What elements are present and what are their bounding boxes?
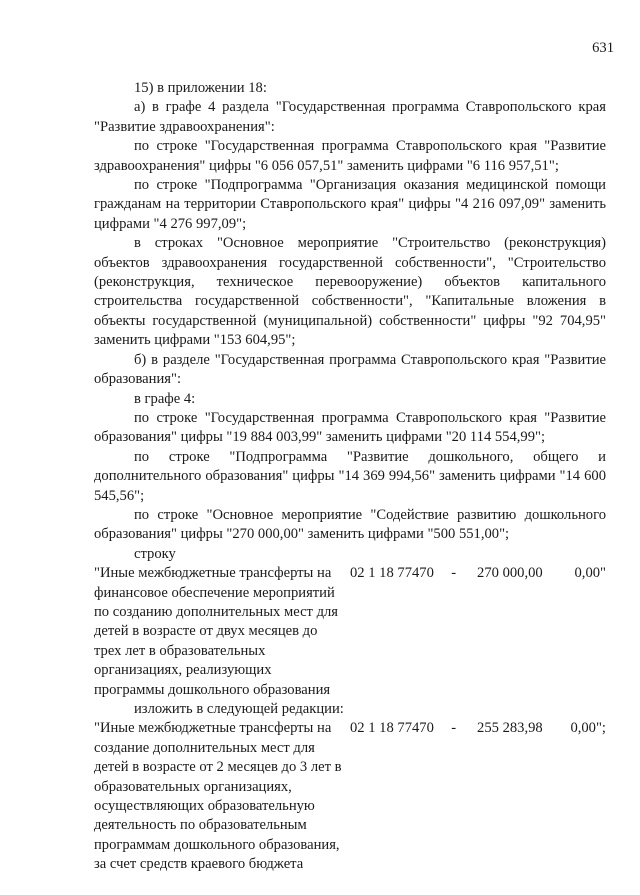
page-number: 631 [592, 40, 614, 56]
row-code: 02 1 18 77470 [349, 720, 434, 737]
paragraph: в графе 4: [134, 390, 196, 407]
paragraph: по строке "Государственная программа Ставропольского края "Развитие образования" цифры "19 884 003,99" заменить цифрами "20 114 554,99"; [94, 409, 606, 446]
table-row-new [94, 719, 606, 874]
row-description: "Иные межбюджетные трансферты на финансовое обеспечение мероприятий по созданию дополнительных мест для детей в возрасте от двух месяцев до трех лет в образовательных организациях, реализующих программы дошкольного образования [94, 565, 338, 698]
row-dash: - [451, 720, 457, 737]
paragraph: по строке "Основное мероприятие "Содействие развитию дошкольного образования" цифры "270 000,00" заменить цифрами "500 551,00"; [94, 506, 606, 543]
paragraph: строку [134, 545, 176, 562]
paragraph: б) в разделе "Государственная программа Ставропольского края "Развитие образования": [94, 351, 606, 388]
row-value-2: 0,00"; [570, 720, 606, 737]
row-value-1: 255 283,98 [477, 720, 543, 737]
table-row-old [94, 564, 606, 700]
document-body [94, 79, 606, 875]
row-dash: - [451, 565, 457, 582]
row-value-2: 0,00" [574, 565, 606, 582]
paragraph: по строке "Подпрограмма "Развитие дошкольного, общего и дополнительного образования" цифры "14 369 994,56" заменить цифрами "14 600 545,56"; [94, 448, 606, 504]
row-value-1: 270 000,00 [477, 565, 543, 582]
row-code: 02 1 18 77470 [349, 565, 434, 582]
row-description: "Иные межбюджетные трансферты на создание дополнительных мест для детей в возрасте от 2 месяцев до 3 лет в образовательных организациях, осуществляющих образовательную деятельность по образовательным программам дошкольного образования, за счет средств краевого бюджета [94, 720, 342, 873]
paragraph: а) в графе 4 раздела "Государственная программа Ставропольского края "Развитие здравоохранения": [94, 99, 606, 135]
paragraph: по строке "Государственная программа Ставропольского края "Развитие здравоохранения" цифры "6 056 057,51" заменить цифрами "6 116 957,51"; [94, 138, 606, 174]
replace-label: изложить в следующей редакции: [134, 701, 344, 717]
paragraph: в строках "Основное мероприятие "Строительство (реконструкция) объектов здравоохранения государственной собственности", "Строительство (реконструкция, техническое перевооружение) объектов капитального строительства государственной собственности", "Капитальные вложения в объекты государственной (муниципальной) собственности" цифры "92 704,95" заменить цифрами "153 604,95"; [94, 235, 606, 349]
paragraph: 15) в приложении 18: [134, 80, 267, 96]
paragraph: по строке "Подпрограмма "Организация оказания медицинской помощи гражданам на территории Ставропольского края" цифры "4 216 097,09" заменить цифрами "4 276 997,09"; [94, 177, 606, 232]
